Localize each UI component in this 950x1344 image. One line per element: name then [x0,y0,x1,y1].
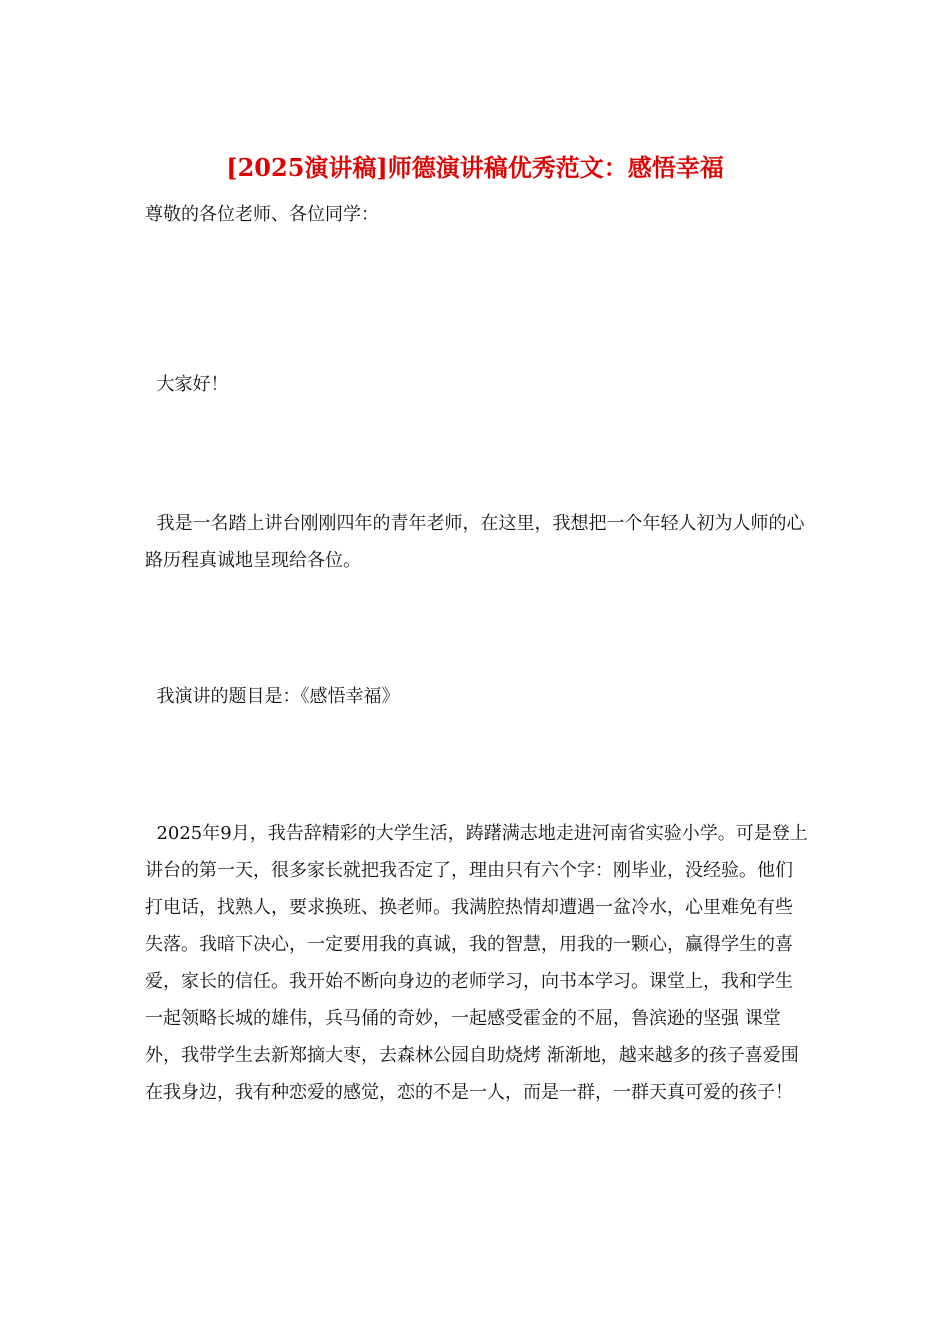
story-paragraph: 2025年9月，我告辞精彩的大学生活，踌躇满志地走进河南省实验小学。可是登上讲台的第一天，很多家长就把我否定了，理由只有六个字：刚毕业，没经验。他们打电话，找熟人，要求换班、换老师。我满腔热情却遭遇一盆冷水，心里难免有些失落。我暗下决心，一定要用我的真诚，我的智慧，用我的一颗心，赢得学生的喜爱，家长的信任。我开始不断向身边的老师学习，向书本学习。课堂上，我和学生一起领略长城的雄伟，兵马俑的奇妙，一起感受霍金的不屈，鲁滨逊的坚强 课堂外，我带学生去新郑摘大枣，去森林公园自助烧烤 渐渐地，越来越多的孩子喜爱围在我身边，我有种恋爱的感觉，恋的不是一人，而是一群，一群天真可爱的孩子！ [145,823,808,1103]
hello-paragraph: 大家好！ [145,374,229,395]
topic-paragraph: 我演讲的题目是：《感悟幸福》 [145,686,400,707]
salutation-paragraph: 尊敬的各位老师、各位同学： [145,204,379,225]
intro-paragraph: 我是一名踏上讲台刚刚四年的青年老师，在这里，我想把一个年轻人初为人师的心路历程真诚地呈现给各位。 [145,513,805,571]
document-title: [2025演讲稿]师德演讲稿优秀范文：感悟幸福 [226,153,724,182]
